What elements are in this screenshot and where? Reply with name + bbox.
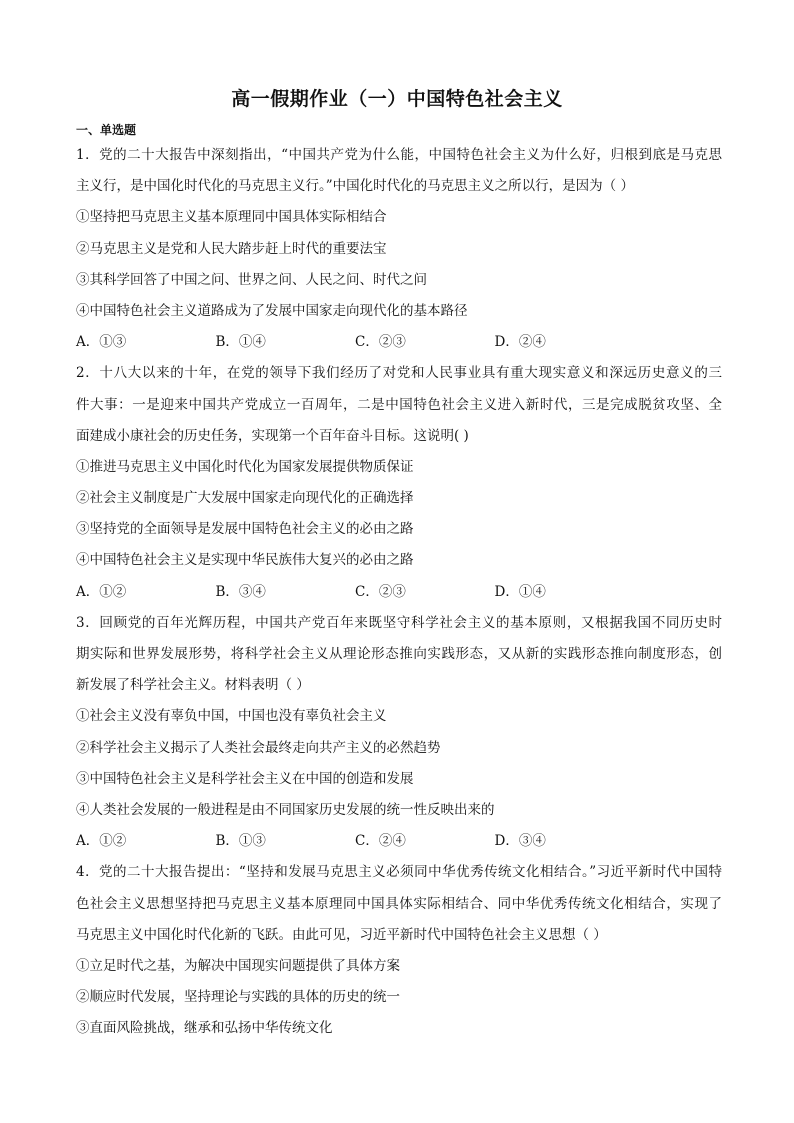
question-stem-line: 马克思主义中国化时代化新的飞跃。由此可见，习近平新时代中国特色社会主义思想（ ） [76, 926, 607, 943]
statement-item: ④中国特色社会主义是实现中华民族伟大复兴的必由之路 [76, 552, 414, 569]
question-stem-line: 1．党的二十大报告中深刻指出，“中国共产党为什么能，中国特色社会主义为什么好，归根到底是马克思 [76, 147, 722, 163]
option-b: B．③④ [215, 583, 266, 600]
statement-item: ②马克思主义是党和人民大踏步赶上时代的重要法宝 [76, 240, 387, 257]
option-c: C．②③ [355, 334, 406, 351]
statement-item: ③中国特色社会主义是科学社会主义在中国的创造和发展 [76, 770, 414, 787]
question-3 [76, 608, 722, 858]
option-a: A．①③ [76, 334, 127, 351]
option-d: D．②④ [494, 334, 546, 351]
option-c: C．②④ [355, 833, 406, 850]
statement-item: ④中国特色社会主义道路成为了发展中国家走向现代化的基本路径 [76, 302, 468, 319]
statement-item: ③坚持党的全面领导是发展中国特色社会主义的必由之路 [76, 521, 414, 538]
option-b: B．①④ [215, 334, 266, 351]
option-d: D．③④ [494, 833, 546, 850]
question-stem-line: 3．回顾党的百年光辉历程，中国共产党百年来既坚守科学社会主义的基本原则，又根据我国不同历史时 [76, 614, 722, 631]
question-stem-line: 2．十八大以来的十年，在党的领导下我们经历了对党和人民事业具有重大现实意义和深远历史意义的三 [76, 365, 722, 382]
statement-item: ②科学社会主义揭示了人类社会最终走向共产主义的必然趋势 [76, 739, 441, 756]
option-d: D．①④ [494, 583, 546, 600]
question-stem-line: 期实际和世界发展形势，将科学社会主义从理论形态推向实践形态，又从新的实践形态推向制度形态，创 [76, 646, 722, 662]
answer-options [76, 826, 722, 857]
statement-item: ③其科学回答了中国之问、世界之问、人民之问、时代之问 [76, 271, 427, 288]
question-stem-line: 面建成小康社会的历史任务，实现第一个百年奋斗目标。这说明( ) [76, 427, 469, 444]
question-stem-line: 新发展了科学社会主义。材料表明（ ） [76, 677, 310, 694]
question-4 [76, 857, 722, 1044]
question-2 [76, 358, 722, 608]
question-stem-line: 件大事：一是迎来中国共产党成立一百周年，二是中国特色社会主义进入新时代，三是完成脱贫攻坚、全 [76, 396, 722, 413]
question-stem-line: 色社会主义思想坚持把马克思主义基本原理同中国具体实际相结合、同中华优秀传统文化相结合，实现了 [76, 895, 722, 912]
answer-options [76, 327, 722, 358]
statement-item: ①社会主义没有辜负中国，中国也没有辜负社会主义 [76, 708, 387, 725]
statement-item: ④人类社会发展的一般进程是由不同国家历史发展的统一性反映出来的 [76, 801, 495, 818]
statement-item: ②社会主义制度是广大发展中国家走向现代化的正确选择 [76, 490, 414, 507]
option-a: A．①② [76, 583, 127, 600]
option-c: C．②③ [355, 583, 406, 600]
question-1 [76, 140, 722, 358]
question-stem-line: 4．党的二十大报告提出：“坚持和发展马克思主义必须同中华优秀传统文化相结合。”习近平新时代中国特 [76, 864, 722, 881]
question-list [76, 140, 722, 1044]
statement-item: ③直面风险挑战，继承和弘扬中华传统文化 [76, 1020, 333, 1037]
statement-item: ②顺应时代发展，坚持理论与实践的具体的历史的统一 [76, 989, 400, 1006]
statement-item: ①推进马克思主义中国化时代化为国家发展提供物质保证 [76, 458, 414, 475]
option-b: B．①③ [215, 833, 266, 850]
answer-options [76, 577, 722, 608]
page-title: 高一假期作业（一）中国特色社会主义 [231, 88, 563, 110]
question-stem-line: 主义行，是中国化时代化的马克思主义行。”中国化时代化的马克思主义之所以行，是因为（ ） [76, 178, 634, 195]
option-a: A．①② [76, 833, 127, 850]
statement-item: ①立足时代之基，为解决中国现实问题提供了具体方案 [76, 957, 400, 974]
section-heading: 一、单选题 [76, 123, 137, 137]
statement-item: ①坚持把马克思主义基本原理同中国具体实际相结合 [76, 209, 387, 226]
